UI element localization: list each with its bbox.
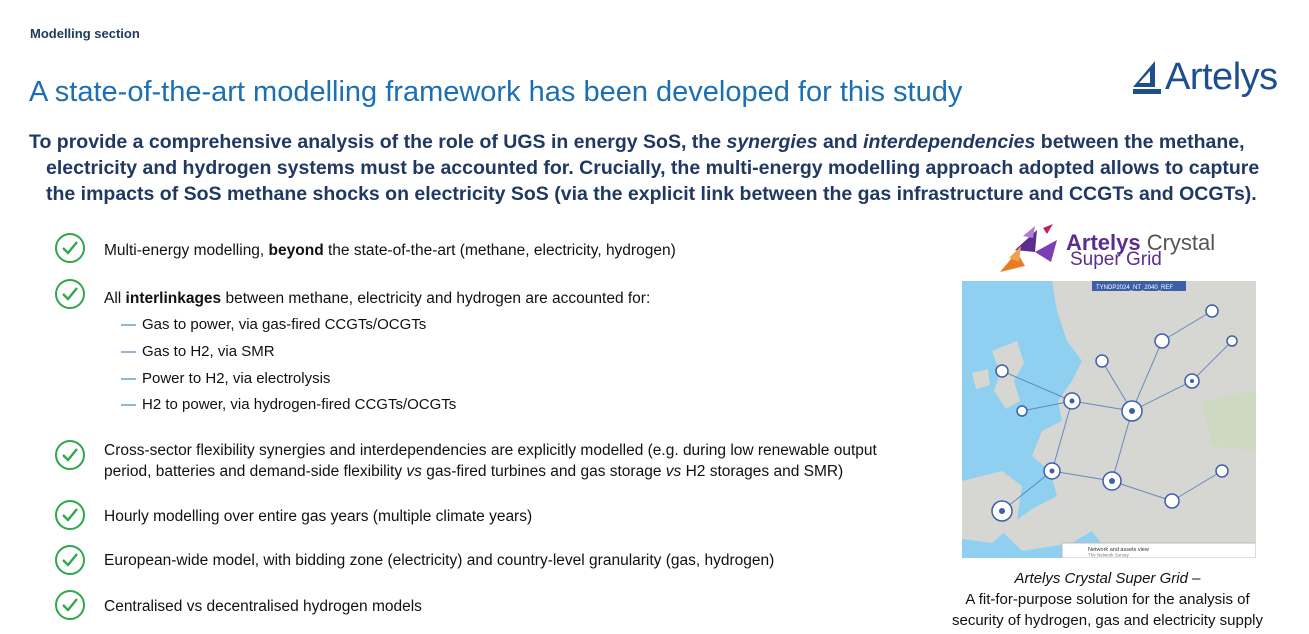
europe-network-map [962,281,1256,558]
map-panel-subtitle: The Network Survey [1088,552,1129,558]
lead-text: and [817,131,864,153]
check-icon [55,279,85,309]
map-header-text: TYNDP2024_NT_2040_REF [1096,285,1174,291]
crystal-subtitle: Super Grid [1070,249,1162,270]
check-icon [55,500,85,530]
feature-item: All interlinkages between methane, electricity and hydrogen are accounted for: [104,290,651,307]
figure-caption [935,568,1280,631]
lead-text: To provide a comprehensive analysis of the role of UGS in energy SoS, the [29,131,727,153]
check-icon [55,590,85,620]
feature-item: Hourly modelling over entire gas years (multiple climate years) [104,508,533,525]
section-label: Modelling section [30,26,140,41]
caption-title: Artelys Crystal Super Grid – [1014,570,1201,587]
lead-emphasis: synergies [726,131,818,153]
lead-paragraph [29,129,1286,207]
caption-line: security of hydrogen, gas and electricity supply [952,612,1263,629]
caption-line: A fit-for-purpose solution for the analysis of [965,591,1250,608]
feature-item: European-wide model, with bidding zone (electricity) and country-level granularity (gas, hydrogen) [104,552,775,569]
lead-text: between the methane, electricity and hydrogen systems must be accounted for. Crucially, the multi-energy modelling approach adopted allows to capture the impacts of SoS methane shocks on electricity SoS (via the explicit link between the gas infrastructure and CCGTs and OCGTs). [46,131,1260,205]
check-icon [55,545,85,575]
sub-item: — Gas to H2, via SMR [121,343,275,360]
logo-text: Artelys [1165,56,1278,98]
map-graphic [962,281,1256,558]
feature-item: Cross-sector flexibility synergies and interdependencies are explicitly modelled (e.g. during low renewable output period, batteries and demand-side flexibility vs gas-fired turbines and gas storage vs H2 storages and SMR) [104,442,877,480]
sub-item: — Power to H2, via electrolysis [121,370,331,387]
feature-item: Multi-energy modelling, beyond the state-of-the-art (methane, electricity, hydrogen) [104,242,676,259]
crystal-name: Artelys Crystal [1066,230,1216,255]
check-icon [55,233,85,263]
lead-emphasis: interdependencies [863,131,1036,153]
map-panel-title: Network and assets view [1088,547,1149,553]
page-title: A state-of-the-art modelling framework has been developed for this study [29,76,963,108]
sub-item: — Gas to power, via gas-fired CCGTs/OCGTs [121,316,427,333]
artelys-logo [1133,56,1278,99]
feature-item: Centralised vs decentralised hydrogen models [104,598,422,615]
sub-item: — H2 to power, via hydrogen-fired CCGTs/OCGTs [121,396,457,413]
artelys-logo-icon [1133,61,1161,95]
check-icon [55,440,85,470]
